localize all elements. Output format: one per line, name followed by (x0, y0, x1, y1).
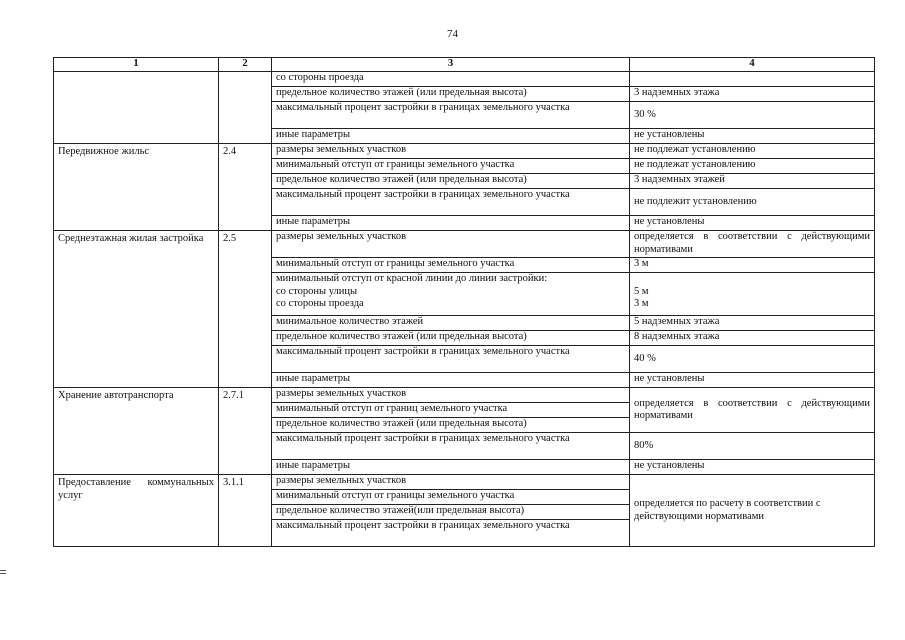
parameter-cell (272, 273, 630, 316)
value-cell: 40 % (630, 346, 875, 373)
use-type-cell (54, 72, 219, 144)
use-type-cell: Хранение автотранспорта (54, 388, 219, 475)
use-type-cell: Предоставление коммунальных услуг (54, 475, 219, 547)
use-code-cell (219, 72, 272, 144)
value-cell: 3 надземных этажей (630, 174, 875, 189)
parameter-cell: размеры земельных участков (272, 388, 630, 403)
value-line (634, 273, 870, 286)
parameter-cell: минимальный отступ от границы земельного участка (272, 490, 630, 505)
parameter-cell: предельное количество этажей(или предельная высота) (272, 505, 630, 520)
use-code-cell: 2.5 (219, 231, 272, 388)
use-type-cell: Среднеэтажная жилая застройка (54, 231, 219, 388)
use-type-cell: Передвижное жильс (54, 144, 219, 231)
parameter-cell: максимальный процент застройки в границах земельного участка (272, 520, 630, 547)
parameter-cell: иные параметры (272, 129, 630, 144)
parameter-cell: со стороны проезда (272, 72, 630, 87)
value-cell: не установлены (630, 216, 875, 231)
parameter-cell: иные параметры (272, 373, 630, 388)
value-cell: 3 м (630, 258, 875, 273)
column-header-2: 2 (219, 58, 272, 72)
value-cell: не подлежат установлению (630, 144, 875, 159)
table-row (54, 475, 875, 490)
use-code-cell: 3.1.1 (219, 475, 272, 547)
parameter-cell: предельное количество этажей (или предельная высота) (272, 331, 630, 346)
value-line: 5 м (634, 285, 649, 297)
value-cell: не установлены (630, 129, 875, 144)
value-cell: определяется в соответствии с действующими нормативами (630, 231, 875, 258)
value-cell (630, 72, 875, 87)
value-line: 3 м (634, 298, 649, 309)
value-cell: не установлены (630, 373, 875, 388)
parameter-line: со стороны улицы (276, 285, 358, 297)
value-cell: 5 надземных этажа (630, 316, 875, 331)
table-row (54, 388, 875, 403)
parameter-cell: максимальный процент застройки в границах земельного участка (272, 346, 630, 373)
value-cell: 80% (630, 433, 875, 460)
use-code-cell: 2.4 (219, 144, 272, 231)
page-number: 74 (447, 28, 458, 40)
parameter-cell: размеры земельных участков (272, 231, 630, 258)
parameter-cell: иные параметры (272, 216, 630, 231)
parameter-cell: размеры земельных участков (272, 475, 630, 490)
column-header-1: 1 (54, 58, 219, 72)
value-cell: определяется в соответствии с действующими нормативами (630, 388, 875, 433)
table-row (54, 231, 875, 258)
value-cell: не подлежит установлению (630, 189, 875, 216)
value-cell: 3 надземных этажа (630, 87, 875, 102)
parameter-cell: максимальный процент застройки в границах земельного участка (272, 189, 630, 216)
parameter-cell: предельное количество этажей (или предельная высота) (272, 418, 630, 433)
parameter-cell: максимальный процент застройки в границах земельного участка (272, 102, 630, 129)
parameter-cell: минимальный отступ от границы земельного участка (272, 258, 630, 273)
value-cell: определяется по расчету в соответствии с действующими нормативами (630, 475, 875, 547)
parameter-line: со стороны проезда (276, 298, 364, 309)
parameter-cell: предельное количество этажей (или предельная высота) (272, 87, 630, 102)
parameter-line: минимальный отступ от красной линии до линии застройки: (276, 273, 548, 284)
parameter-cell: размеры земельных участков (272, 144, 630, 159)
value-cell: не подлежат установлению (630, 159, 875, 174)
parameter-cell: предельное количество этажей (или предельная высота) (272, 174, 630, 189)
parameter-cell: минимальное количество этажей (272, 316, 630, 331)
margin-scan-mark (0, 570, 6, 578)
table-header-row (54, 58, 875, 72)
parameter-cell: минимальный отступ от границы земельного участка (272, 159, 630, 174)
table-row (54, 72, 875, 87)
use-code-cell: 2.7.1 (219, 388, 272, 475)
value-cell: 8 надземных этажа (630, 331, 875, 346)
column-header-3: 3 (272, 58, 630, 72)
land-use-parameters-table (53, 57, 875, 547)
parameter-cell: максимальный процент застройки в границах земельного участка (272, 433, 630, 460)
value-cell: не установлены (630, 460, 875, 475)
value-cell (630, 273, 875, 316)
parameter-cell: минимальный отступ от границ земельного участка (272, 403, 630, 418)
parameter-cell: иные параметры (272, 460, 630, 475)
value-cell: 30 % (630, 102, 875, 129)
table-row (54, 144, 875, 159)
column-header-4: 4 (630, 58, 875, 72)
